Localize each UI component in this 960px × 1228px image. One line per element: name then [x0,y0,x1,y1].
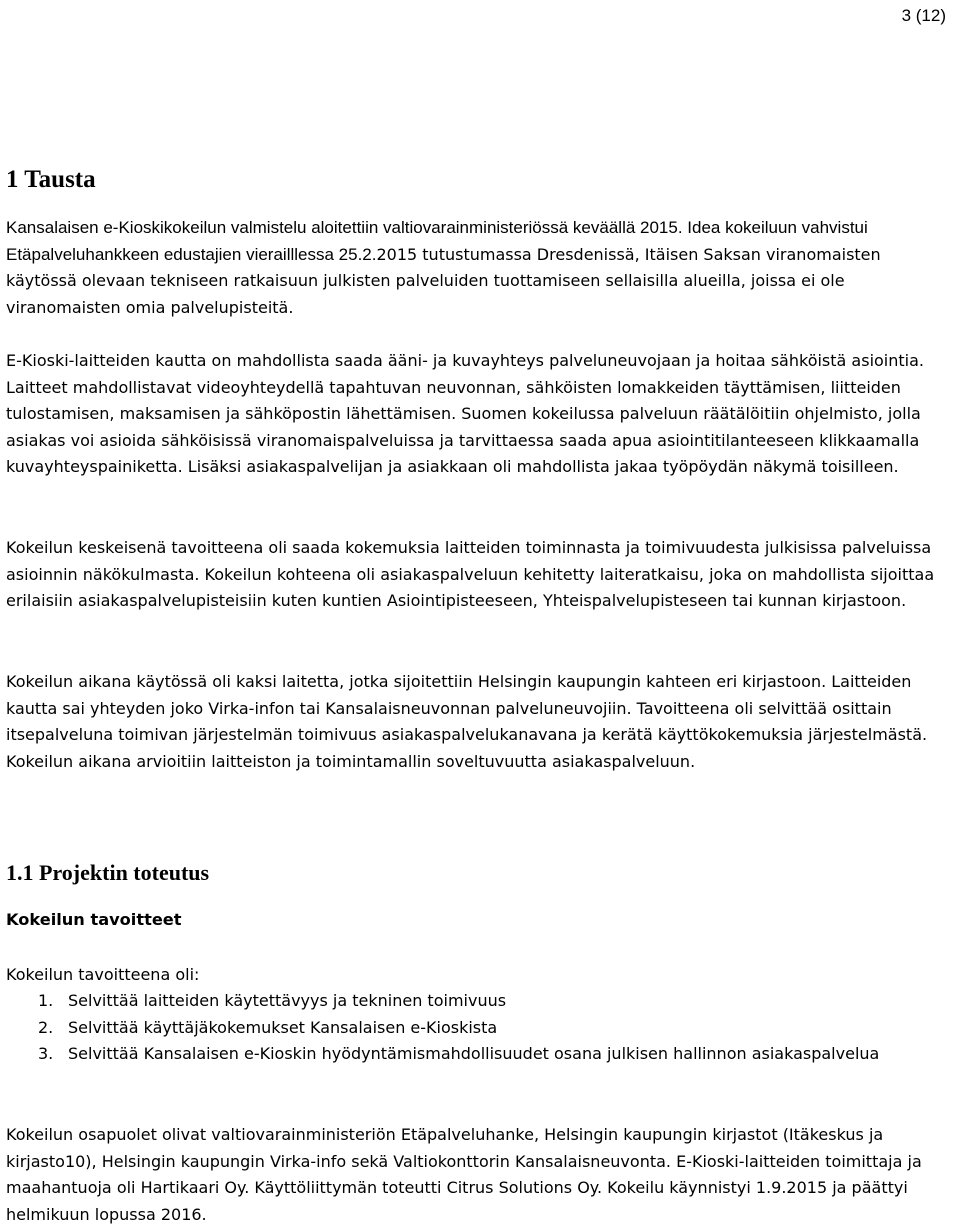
list-item [6,988,951,1015]
goals-list [6,988,951,1068]
list-item [6,1015,951,1042]
paragraph-trial-period: Kokeilun aikana käytössä oli kaksi laitetta, jotka sijoitettiin Helsingin kaupungin kahteen eri kirjastoon. Laitteiden kautta sai yhteyden joko Virka-infon tai Kansalaisneuvonnan palveluneuvojiin. Tavoitteena oli selvittää osittain itsepalveluna toimivan järjestelmän toimivuus asiakaspalvelukanavana ja kerätä käyttökokemuksia järjestelmästä. Kokeilun aikana arvioitiin laitteiston ja toimintamallin soveltuvuutta asiakaspalveluun. [6,672,928,771]
section-heading-tausta: 1 Tausta [6,166,96,193]
list-item-text: Selvittää Kansalaisen e-Kioskin hyödyntämismahdollisuudet osana julkisen hallinnon asiakaspalvelua [68,1044,880,1064]
list-item-number: 2. [38,1017,54,1037]
list-item-number: 1. [38,991,54,1010]
paragraph-participants: Kokeilun osapuolet olivat valtiovarainministeriön Etäpalveluhanke, Helsingin kaupungin kirjastot (Itäkeskus ja kirjasto10), Helsingin kaupungin Virka-info sekä Valtiokonttorin Kansalaisneuvonta. E-Kioski-laitteiden toimittaja ja maahantuoja oli Hartikaari Oy. Käyttöliittymän toteutti Citrus Solutions Oy. Kokeilu käynnistyi 1.9.2015 ja päättyi helmikuun lopussa 2016. [6,1125,922,1224]
section-heading-projektin-toteutus: 1.1 Projektin toteutus [6,860,210,885]
paragraph-key-goal: Kokeilun keskeisenä tavoitteena oli saada kokemuksia laitteiden toiminnasta ja toimivuudesta julkisissa palveluissa asioinnin näkökulmasta. Kokeilun kohteena oli asiakaspalveluun kehitetty laiteratkaisu, joka on mahdollista sijoittaa erilaisiin asiakaspalvelupisteisiin kuten kuntien Asiointipisteeseen, Yhteispalvelupisteseen tai kunnan kirjastoon. [6,538,935,611]
list-item [6,1041,951,1068]
goals-intro: Kokeilun tavoitteena oli: [6,965,200,984]
list-item-text: Selvittää käyttäjäkokemukset Kansalaisen e-Kioskista [68,1017,498,1037]
paragraph-ekioski-features: E-Kioski-laitteiden kautta on mahdollista saada ääni- ja kuvayhteys palveluneuvojaan ja hoitaa sähköistä asiointia. Laitteet mahdollistavat videoyhteydellä tapahtuvan neuvonnan, sähköisten lomakkeiden täyttämisen, liitteiden tulostamisen, maksamisen ja sähköpostin lähettämisen. Suomen kokeilussa palveluun räätälöitiin ohjelmisto, jolla asiakas voi asioida sähköisissä viranomaispalveluissa ja tarvittaessa saada apua asiointitilanteeseen klikkaamalla kuvayhteyspainiketta. Lisäksi asiakaspalvelijan ja asiakkaan oli mahdollista jakaa työpöydän näkymä toisilleen. [6,351,924,477]
page-number: 3 (12) [901,6,946,25]
list-item-text: Selvittää laitteiden käytettävyys ja tekninen toimivuus [68,991,507,1010]
paragraph-intro-lead: Kansalaisen e-Kioskikokeilun valmistelu aloitettiin valtiovarainministeriössä keväällä 2015. Idea kokeiluun vahvistui Etäpalveluhankkeen edustajien vierailllessa 25.2. [6,218,868,264]
paragraph-intro [6,215,951,321]
subheading-kokeilun-tavoitteet: Kokeilun tavoitteet [6,910,182,929]
paragraph-intro-rest: 2015 tutustumassa Dresdenissä, Itäisen Saksan viranomaisten käytössä olevaan tekniseen ratkaisuun julkisten palveluiden tuottamiseen sellaisilla alueilla, joissa ei ole viranomaisten omia palvelupisteitä. [6,244,881,317]
list-item-number: 3. [38,1044,54,1064]
